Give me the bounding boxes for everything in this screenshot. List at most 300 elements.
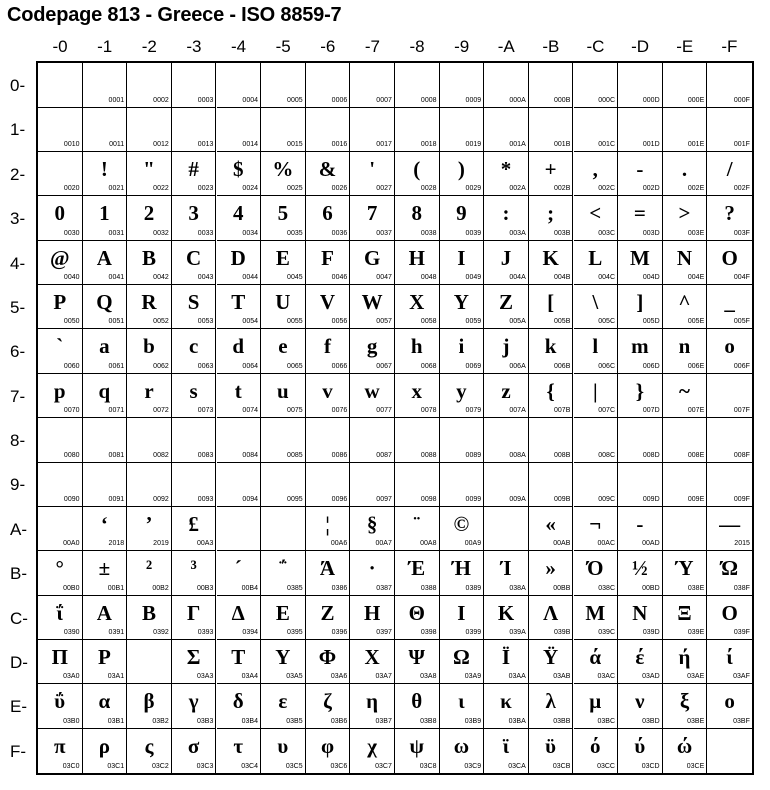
cell-code: 006C [598, 362, 615, 370]
cell-code: 006A [509, 362, 526, 370]
cell-glyph: Β [141, 600, 156, 625]
codepage-cell [350, 329, 395, 374]
column-header: -3 [186, 37, 202, 56]
cell-glyph: c [188, 334, 199, 359]
cell-glyph: N [676, 245, 693, 270]
codepage-cell [306, 329, 351, 374]
cell-glyph: Π [51, 644, 68, 669]
cell-code: 03BC [597, 717, 615, 725]
row-header: B- [10, 564, 27, 584]
cell-glyph: τ [233, 733, 244, 758]
cell-code: 0080 [63, 451, 80, 459]
cell-code: 004B [554, 274, 571, 281]
cell-glyph: Ξ [677, 600, 692, 625]
cell-glyph: 2 [143, 201, 155, 226]
cell-code: 005E [687, 318, 705, 326]
codepage-cell [663, 152, 708, 197]
cell-code: 0022 [153, 185, 169, 193]
cell-glyph: μ [589, 689, 602, 714]
cell-code: 039F [733, 629, 750, 636]
codepage-cell [440, 152, 485, 197]
codepage-cell [306, 551, 351, 596]
codepage-cell [217, 374, 262, 419]
codepage-cell [618, 418, 663, 463]
cell-code: 001D [642, 140, 660, 148]
cell-code: 0088 [420, 451, 437, 459]
cell-code: 0090 [63, 495, 80, 503]
codepage-cell [261, 418, 306, 463]
codepage-cell [350, 63, 395, 108]
codepage-cell [261, 462, 306, 507]
cell-code: 03B4 [241, 717, 258, 725]
cell-glyph: M [629, 245, 650, 270]
cell-code: 009E [687, 495, 705, 503]
cell-code: 2018 [108, 540, 125, 548]
cell-glyph: Ι [457, 600, 466, 625]
cell-code: 039B [554, 629, 571, 636]
codepage-cell [707, 329, 752, 374]
cell-glyph: | [592, 378, 598, 403]
codepage-cell [395, 640, 440, 685]
codepage-cell [529, 107, 574, 152]
codepage-cell [663, 241, 708, 286]
cell-code: 03C4 [241, 763, 258, 771]
codepage-cell [395, 107, 440, 152]
codepage-cell [440, 462, 485, 507]
cell-code: 0095 [287, 495, 303, 503]
cell-code: 000A [509, 96, 526, 104]
cell-glyph: > [678, 201, 691, 226]
cell-code: 0021 [108, 185, 125, 193]
cell-code: 03B8 [420, 717, 437, 725]
cell-code: 0046 [331, 274, 348, 281]
codepage-cell [663, 551, 708, 596]
cell-glyph: 5 [277, 201, 289, 226]
column-header: -5 [275, 37, 291, 56]
codepage-cell [529, 63, 574, 108]
column-header: -1 [97, 37, 113, 56]
cell-code: 003E [687, 229, 705, 237]
codepage-cell [38, 418, 83, 463]
cell-code: 0054 [242, 318, 258, 326]
cell-code: 038E [687, 584, 705, 592]
cell-code: 0004 [242, 96, 258, 104]
cell-code: 03AB [553, 673, 571, 681]
cell-glyph: z [501, 378, 511, 403]
column-header: -F [721, 37, 738, 56]
cell-code: 0389 [465, 584, 482, 592]
codepage-cell [618, 596, 663, 641]
codepage-cell [350, 107, 395, 152]
cell-code: 0020 [63, 185, 80, 193]
cell-code: 0041 [108, 274, 125, 281]
cell-glyph: Q [96, 289, 113, 314]
cell-glyph: Χ [364, 644, 380, 669]
cell-code: 0025 [287, 185, 303, 193]
cell-glyph: ώ [676, 733, 693, 758]
cell-code: 03CC [597, 763, 615, 771]
codepage-cell [440, 107, 485, 152]
codepage-cell [217, 729, 262, 774]
codepage-cell [707, 152, 752, 197]
cell-glyph: W [361, 289, 383, 314]
codepage-cell [484, 418, 529, 463]
cell-glyph: θ [411, 689, 423, 714]
cell-code: 0092 [153, 495, 169, 503]
cell-glyph: j [502, 334, 510, 359]
cell-code: 00A6 [330, 540, 348, 548]
cell-code: 0047 [376, 274, 392, 281]
codepage-cell [127, 152, 172, 197]
cell-code: 0058 [420, 318, 437, 326]
cell-code: 03BE [687, 717, 705, 725]
cell-code: 03C6 [330, 763, 348, 771]
codepage-cell [217, 329, 262, 374]
cell-code: 0394 [242, 629, 258, 636]
cell-glyph: ϋ [545, 733, 557, 758]
cell-code: 00B1 [107, 584, 125, 592]
cell-code: 008D [642, 451, 660, 459]
cell-glyph: U [275, 289, 291, 314]
cell-glyph: ` [56, 334, 64, 359]
cell-glyph: Ό [587, 556, 604, 581]
codepage-cell [38, 107, 83, 152]
codepage-cell [217, 285, 262, 330]
codepage-cell [663, 596, 708, 641]
cell-glyph: ± [98, 556, 111, 581]
cell-code: 008F [733, 451, 750, 459]
codepage-cell [484, 507, 529, 552]
cell-code: 00AD [642, 540, 660, 548]
cell-glyph: ² [145, 556, 153, 581]
codepage-cell [306, 196, 351, 241]
codepage-cell [707, 418, 752, 463]
codepage-cell [618, 507, 663, 552]
codepage-cell [529, 152, 574, 197]
codepage-cell [83, 684, 128, 729]
cell-glyph: ο [724, 689, 735, 714]
codepage-cell [618, 285, 663, 330]
codepage-cell [217, 551, 262, 596]
cell-glyph: Τ [231, 644, 246, 669]
cell-glyph: - [636, 156, 644, 181]
column-header: -7 [364, 37, 380, 56]
codepage-cell [172, 596, 217, 641]
codepage-cell [38, 329, 83, 374]
cell-code: 008A [509, 451, 526, 459]
cell-code: 002E [687, 185, 705, 193]
codepage-cell [38, 196, 83, 241]
codepage-cell [172, 640, 217, 685]
codepage-cell [663, 462, 708, 507]
cell-glyph: D [230, 245, 246, 270]
cell-glyph: L [588, 245, 603, 270]
cell-glyph: ° [55, 556, 64, 581]
codepage-cell [38, 596, 83, 641]
cell-glyph: « [545, 511, 556, 536]
cell-glyph: ’ [145, 511, 153, 536]
codepage-cell [663, 729, 708, 774]
codepage-cell [618, 63, 663, 108]
cell-glyph: o [724, 334, 735, 359]
cell-code: 00AB [553, 540, 571, 548]
cell-glyph: Υ [275, 644, 291, 669]
cell-code: 0075 [287, 407, 303, 415]
codepage-cell [707, 285, 752, 330]
codepage-cell [484, 596, 529, 641]
cell-code: 0066 [331, 362, 348, 370]
cell-code: 00BB [553, 584, 571, 592]
cell-code: 0034 [242, 229, 258, 237]
cell-glyph: ¨ [413, 511, 421, 536]
cell-code: 0035 [287, 229, 303, 237]
cell-code: 0086 [331, 451, 348, 459]
cell-code: 001A [509, 140, 526, 148]
cell-glyph: C [186, 245, 202, 270]
codepage-cell [83, 596, 128, 641]
cell-code: 0069 [465, 362, 482, 370]
cell-glyph: H [408, 245, 425, 270]
column-header: -D [631, 37, 650, 56]
cell-code: 0001 [108, 96, 125, 104]
cell-code: 00A3 [197, 540, 214, 548]
cell-glyph: σ [187, 733, 200, 758]
cell-code: 00A9 [464, 540, 482, 548]
cell-code: 00B0 [63, 584, 80, 592]
codepage-cell [306, 63, 351, 108]
cell-glyph: Λ [543, 600, 559, 625]
cell-code: 008C [598, 451, 615, 459]
codepage-cell [261, 329, 306, 374]
codepage-cell [261, 596, 306, 641]
cell-code: 03A5 [286, 673, 303, 681]
codepage-cell [127, 63, 172, 108]
cell-glyph: Έ [408, 556, 426, 581]
cell-glyph: . [681, 156, 688, 181]
cell-code: 0397 [376, 629, 392, 636]
cell-glyph: Ί [500, 556, 512, 581]
cell-glyph: η [366, 689, 379, 714]
cell-code: 0013 [197, 140, 214, 148]
cell-code: 004F [733, 274, 750, 281]
codepage-cell [484, 684, 529, 729]
cell-code: 0082 [153, 451, 169, 459]
cell-glyph: έ [635, 644, 645, 669]
column-header: -C [586, 37, 605, 56]
codepage-cell [350, 196, 395, 241]
codepage-cell [440, 507, 485, 552]
codepage-cell [83, 152, 128, 197]
cell-glyph: ς [144, 733, 154, 758]
row-header: 4- [10, 253, 26, 273]
cell-code: 0396 [331, 629, 348, 636]
cell-glyph: ω [453, 733, 470, 758]
cell-code: 03AC [597, 673, 615, 681]
cell-code: 0067 [376, 362, 392, 370]
cell-glyph: γ [188, 689, 199, 714]
cell-code: 0094 [242, 495, 258, 503]
codepage-cell [38, 729, 83, 774]
codepage-cell [707, 551, 752, 596]
codepage-cell [663, 63, 708, 108]
cell-code: 002C [598, 185, 615, 193]
cell-glyph: © [453, 511, 470, 536]
cell-glyph: v [322, 378, 333, 403]
codepage-cell [484, 729, 529, 774]
cell-code: 001E [687, 140, 705, 148]
codepage-cell [350, 640, 395, 685]
row-header: 8- [10, 431, 26, 450]
codepage-cell [618, 241, 663, 286]
cell-glyph: ^ [678, 289, 691, 314]
codepage-cell [127, 640, 172, 685]
cell-code: 03AF [733, 673, 750, 681]
cell-glyph: ] [636, 289, 644, 314]
cell-glyph: p [53, 378, 66, 403]
cell-code: 03B5 [286, 717, 303, 725]
codepage-cell [38, 684, 83, 729]
cell-code: 03CD [641, 763, 660, 771]
cell-code: 005A [509, 318, 526, 326]
cell-code: 0011 [109, 140, 125, 148]
cell-glyph: Α [96, 600, 112, 625]
cell-glyph: l [592, 334, 599, 359]
cell-code: 03B1 [107, 717, 125, 725]
row-header: 3- [10, 209, 26, 229]
codepage-cell [172, 329, 217, 374]
codepage-cell [618, 729, 663, 774]
cell-code: 0003 [197, 96, 214, 104]
cell-glyph: Η [363, 600, 381, 625]
codepage-cell [83, 507, 128, 552]
codepage-cell [574, 107, 619, 152]
cell-code: 009F [733, 495, 750, 503]
cell-glyph: ~ [679, 378, 690, 403]
codepage-cell [707, 729, 752, 774]
cell-code: 0064 [242, 362, 258, 370]
cell-code: 0010 [63, 140, 80, 148]
cell-code: 0030 [63, 229, 80, 237]
codepage-cell [618, 462, 663, 507]
cell-code: 2015 [734, 540, 750, 548]
codepage-cell [484, 551, 529, 596]
codepage-cell [707, 640, 752, 685]
codepage-cell [440, 285, 485, 330]
codepage-cell [306, 285, 351, 330]
codepage-cell [707, 507, 752, 552]
codepage-cell [172, 418, 217, 463]
codepage-cell [440, 684, 485, 729]
codepage-cell [484, 462, 529, 507]
cell-glyph: π [53, 733, 66, 758]
codepage-cell [395, 241, 440, 286]
cell-glyph: 4 [233, 201, 244, 226]
cell-glyph: # [188, 156, 199, 181]
cell-glyph: Σ [186, 644, 201, 669]
cell-code: 0068 [420, 362, 437, 370]
codepage-cell [440, 241, 485, 286]
cell-glyph: Y [453, 289, 469, 314]
cell-code: 03C3 [196, 763, 214, 771]
cell-code: 0059 [465, 318, 482, 326]
codepage-cell [83, 640, 128, 685]
cell-code: 007D [642, 407, 660, 415]
codepage-cell [529, 551, 574, 596]
codepage-cell [440, 329, 485, 374]
cell-code: 0015 [287, 140, 303, 148]
cell-glyph: Κ [497, 600, 515, 625]
codepage-cell [172, 285, 217, 330]
cell-code: 03AD [642, 673, 660, 681]
codepage-cell [38, 462, 83, 507]
cell-code: 0098 [420, 495, 437, 503]
cell-code: 0033 [197, 229, 214, 237]
cell-code: 000F [733, 96, 750, 104]
cell-glyph: y [456, 378, 467, 403]
codepage-cell [574, 596, 619, 641]
cell-code: 039D [642, 629, 660, 636]
column-header: -6 [320, 37, 336, 56]
codepage-cell [172, 729, 217, 774]
codepage-cell [172, 63, 217, 108]
cell-glyph: e [278, 334, 288, 359]
cell-glyph: R [141, 289, 157, 314]
codepage-cell [127, 418, 172, 463]
cell-glyph: £ [188, 511, 199, 536]
cell-glyph: ϊ [502, 733, 510, 758]
cell-code: 0051 [108, 318, 125, 326]
cell-glyph: h [410, 334, 423, 359]
cell-code: 0096 [331, 495, 348, 503]
codepage-cell [529, 241, 574, 286]
codepage-cell [83, 196, 128, 241]
codepage-cell [261, 374, 306, 419]
codepage-cell [663, 107, 708, 152]
cell-glyph: T [231, 289, 246, 314]
cell-code: 00A8 [420, 540, 437, 548]
codepage-cell [350, 285, 395, 330]
cell-code: 0060 [63, 362, 80, 370]
cell-glyph: < [589, 201, 602, 226]
codepage-cell [217, 684, 262, 729]
cell-code: 03C2 [152, 763, 169, 771]
codepage-cell [663, 640, 708, 685]
cell-code: 03B9 [464, 717, 482, 725]
cell-code: 0031 [108, 229, 125, 237]
codepage-cell [707, 374, 752, 419]
cell-code: 00B3 [197, 584, 214, 592]
cell-glyph: E [275, 245, 290, 270]
cell-glyph: a [99, 334, 110, 359]
cell-code: 038F [733, 584, 750, 592]
cell-glyph: X [409, 289, 425, 314]
cell-code: 0077 [376, 407, 392, 415]
cell-code: 008E [687, 451, 705, 459]
cell-glyph: m [631, 334, 649, 359]
cell-glyph: ψ [409, 733, 424, 758]
cell-code: 0076 [331, 407, 348, 415]
cell-glyph: ί [726, 644, 733, 669]
cell-glyph: Ψ [408, 644, 425, 669]
codepage-cell [83, 462, 128, 507]
codepage-cell [127, 196, 172, 241]
codepage-cell [127, 329, 172, 374]
codepage-cell [83, 107, 128, 152]
cell-code: 03C9 [464, 763, 482, 771]
cell-code: 002B [554, 185, 571, 193]
codepage-cell [172, 241, 217, 286]
codepage-cell [83, 374, 128, 419]
